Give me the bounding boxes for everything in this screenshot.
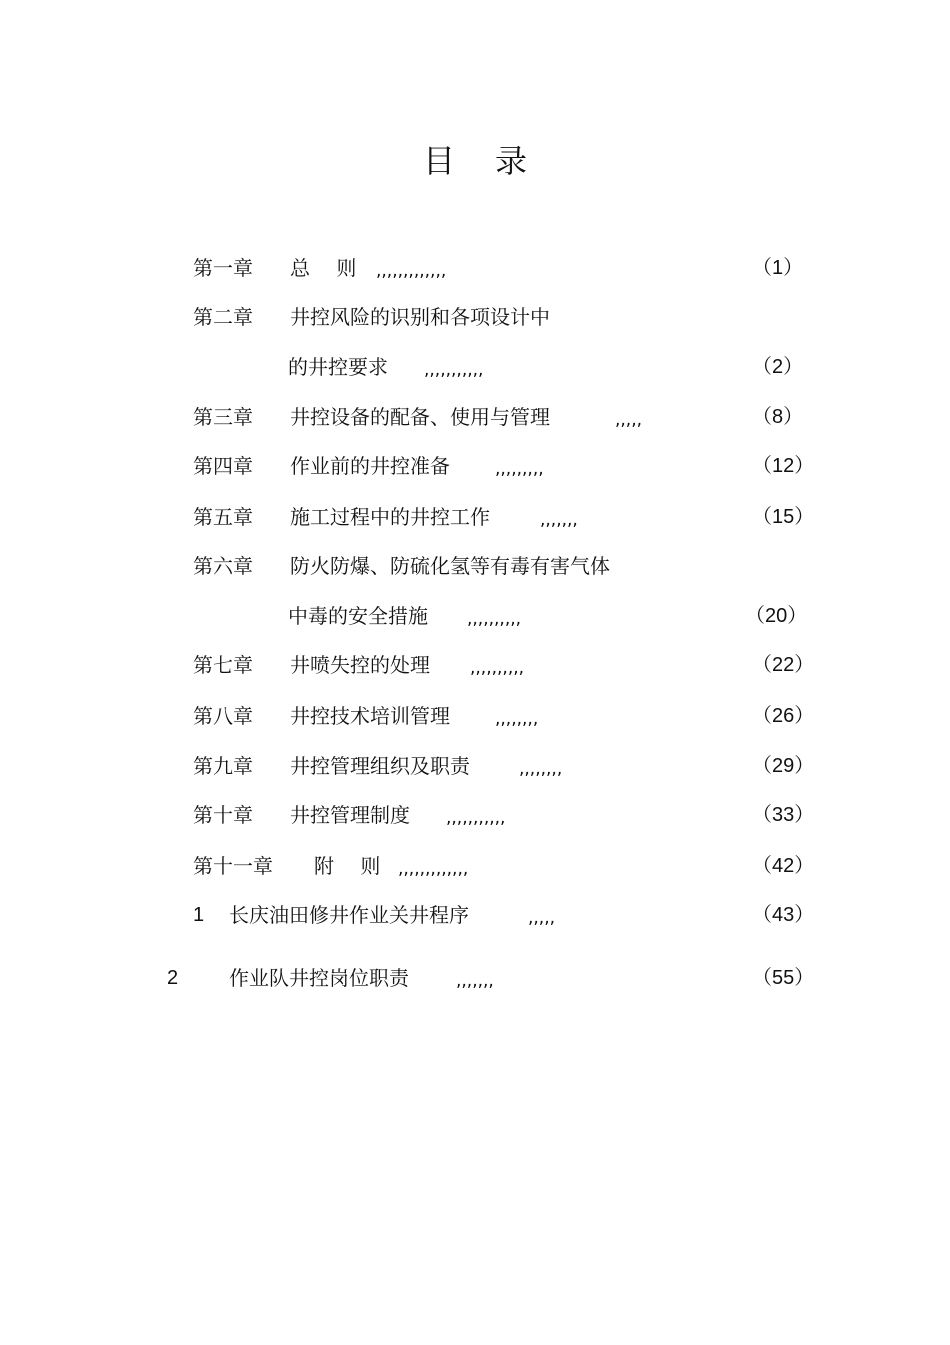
- entry-page: （12）: [752, 455, 815, 477]
- entry-page: （33）: [752, 804, 815, 826]
- entry-dots: ,,,,,,,,: [519, 759, 563, 779]
- entry-dots: ,,,,,,,,,,: [467, 609, 522, 629]
- entry-title: 总 则: [290, 256, 357, 280]
- entry-page: （29）: [752, 755, 815, 777]
- entry-title: 井喷失控的处理: [290, 653, 430, 677]
- entry-page: （8）: [752, 406, 804, 428]
- entry-dots: ,,,,,: [615, 410, 643, 430]
- entry-page: （43）: [752, 904, 815, 926]
- title-char-right: 录: [495, 142, 528, 180]
- entry-dots: ,,,,,,,,,,,: [446, 808, 506, 828]
- chapter-label: 第六章: [193, 554, 253, 578]
- chapter-label: 第五章: [193, 505, 253, 529]
- entry-number: 1: [193, 904, 205, 926]
- entry-number: 2: [167, 967, 179, 989]
- entry-title: 长庆油田修井作业关井程序: [229, 903, 469, 927]
- entry-title: 中毒的安全措施: [288, 604, 428, 628]
- entry-dots: ,,,,,,,,,,: [470, 658, 525, 678]
- entry-page: （20）: [745, 605, 808, 627]
- entry-page: （15）: [752, 506, 815, 528]
- chapter-label: 第四章: [193, 454, 253, 478]
- entry-page: （2）: [752, 356, 804, 378]
- chapter-label: 第一章: [193, 256, 253, 280]
- entry-title: 作业前的井控准备: [290, 454, 450, 478]
- entry-page: （1）: [752, 257, 804, 279]
- entry-dots: ,,,,,,,,: [495, 709, 539, 729]
- entry-page: （26）: [752, 705, 815, 727]
- title-char-left: 目: [422, 142, 455, 180]
- entry-title: 井控管理制度: [290, 803, 410, 827]
- entry-page: （42）: [752, 855, 815, 877]
- entry-title: 的井控要求: [288, 355, 388, 379]
- entry-dots: ,,,,,: [528, 908, 556, 928]
- chapter-label: 第三章: [193, 405, 253, 429]
- chapter-label: 第十章: [193, 803, 253, 827]
- chapter-label: 第八章: [193, 704, 253, 728]
- entry-title: 井控技术培训管理: [290, 704, 450, 728]
- entry-title: 井控设备的配备、使用与管理: [290, 405, 550, 429]
- page-title: [0, 136, 950, 182]
- chapter-label: 第七章: [193, 653, 253, 677]
- entry-page: （22）: [752, 654, 815, 676]
- entry-title: 作业队井控岗位职责: [229, 966, 409, 990]
- entry-dots: ,,,,,,,,,: [495, 459, 544, 479]
- entry-title: 防火防爆、防硫化氢等有毒有害气体: [290, 554, 610, 578]
- entry-page: （55）: [752, 967, 815, 989]
- entry-dots: ,,,,,,,,,,,: [424, 360, 484, 380]
- chapter-label: 第九章: [193, 754, 253, 778]
- entry-title: 附 则: [314, 854, 381, 878]
- entry-dots: ,,,,,,,,,,,,,: [398, 859, 469, 879]
- entry-dots: ,,,,,,,: [540, 510, 578, 530]
- entry-title: 井控管理组织及职责: [290, 754, 470, 778]
- chapter-label: 第二章: [193, 305, 253, 329]
- entry-title: 井控风险的识别和各项设计中: [290, 305, 550, 329]
- entry-title: 施工过程中的井控工作: [290, 505, 490, 529]
- entry-dots: ,,,,,,,,,,,,,: [376, 261, 447, 281]
- entry-dots: ,,,,,,,: [456, 971, 494, 991]
- chapter-label: 第十一章: [193, 854, 273, 878]
